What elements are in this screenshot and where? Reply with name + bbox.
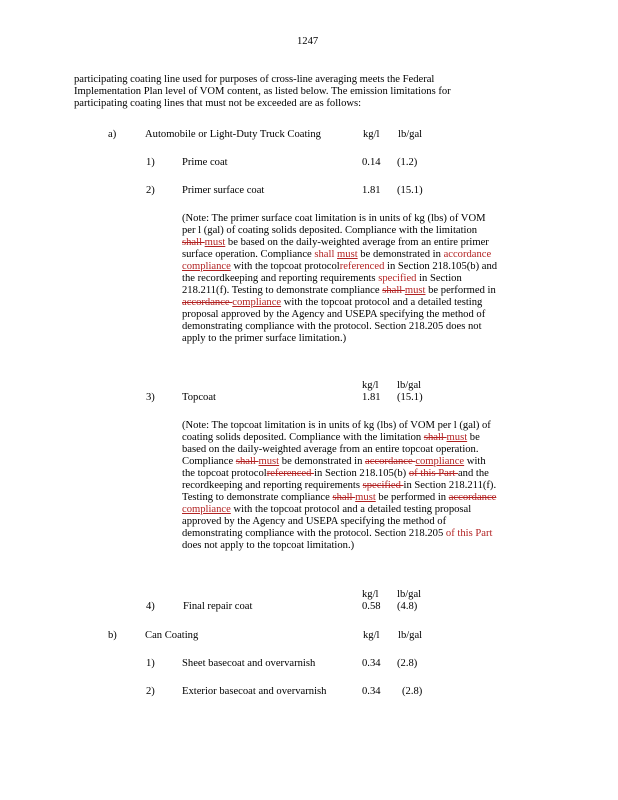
- item-b1-kg: 0.34: [362, 658, 381, 669]
- note2-line-2: [182, 432, 480, 444]
- intro-line-3: participating coating lines that must not be exceeded are as follows:: [74, 98, 362, 109]
- note2-line-3: based on the daily-weighted average from an entire topcoat operation.: [182, 444, 479, 455]
- text: be demonstrated in: [279, 456, 366, 467]
- item-a3-label: Topcoat: [182, 392, 216, 403]
- item-a2-num: 2): [146, 185, 155, 196]
- intro-line-2: Implementation Plan level of VOM content, as listed below. The emission limitations for: [74, 86, 451, 97]
- note1-line-1: (Note: The primer surface coat limitation is in units of kg (lbs) of VOM: [182, 213, 486, 224]
- text: Testing to demonstrate compliance: [182, 492, 333, 503]
- note2-line-11: does not apply to the topcoat limitation.): [182, 540, 355, 551]
- text: recordkeeping and reporting requirements: [182, 480, 363, 491]
- deleted-text: specified: [378, 273, 417, 284]
- item-b2-num: 2): [146, 686, 155, 697]
- note2-line-5: [182, 468, 489, 480]
- text: in Section 218.211(f).: [403, 480, 497, 491]
- note1-line-11: apply to the primer surface limitation.): [182, 333, 347, 344]
- note2-line-9: approved by the Agency and USEPA specifying the method of: [182, 516, 447, 527]
- text: with: [464, 456, 486, 467]
- item-a2-label: Primer surface coat: [182, 185, 265, 196]
- note1-line-10: demonstrating compliance with the protocol. Section 218.205 does not: [182, 321, 482, 332]
- item-a3-unit-lb: lb/gal: [397, 380, 422, 391]
- inserted-text: must: [204, 237, 226, 248]
- item-b2-label: Exterior basecoat and overvarnish: [182, 686, 327, 697]
- text: with the topcoat protocol and a detailed testing proposal: [230, 504, 472, 515]
- note2-line-4: [182, 456, 486, 468]
- section-a-unit-lb: lb/gal: [398, 129, 423, 140]
- deleted-text: shall: [235, 456, 259, 467]
- item-a1-num: 1): [146, 157, 155, 168]
- note1-line-2: per l (gal) of coating solids deposited. Compliance with the limitation: [182, 225, 478, 236]
- deleted-text: shall: [423, 432, 447, 443]
- item-a2-lb: (15.1): [397, 185, 423, 196]
- item-a3-num: 3): [146, 392, 155, 403]
- text: in Section 218.105(b) and: [384, 261, 498, 272]
- item-a3-unit-kg: kg/l: [362, 380, 379, 391]
- deleted-text: accordance: [448, 492, 497, 503]
- item-b2-kg: 0.34: [362, 686, 381, 697]
- text: and the: [457, 468, 489, 479]
- deleted-text: shall: [382, 285, 405, 296]
- deleted-text: accordance: [365, 456, 416, 467]
- deleted-text: shall: [182, 237, 205, 248]
- text: surface operation. Compliance: [182, 249, 315, 260]
- note1-line-7: [182, 285, 496, 297]
- deleted-text: shall: [314, 249, 338, 260]
- text: coating solids deposited. Compliance with the limitation: [182, 432, 424, 443]
- note2-line-1: (Note: The topcoat limitation is in units of kg (lbs) of VOM per l (gal) of: [182, 420, 491, 431]
- item-b1-label: Sheet basecoat and overvarnish: [182, 658, 316, 669]
- deleted-text: shall: [332, 492, 356, 503]
- intro-line-1: participating coating line used for purposes of cross-line averaging meets the Federal: [74, 74, 435, 85]
- item-a1-lb: (1.2): [397, 157, 418, 168]
- note1-line-9: proposal approved by the Agency and USEPA specifying the method of: [182, 309, 486, 320]
- item-a4-unit-kg: kg/l: [362, 589, 379, 600]
- note2-line-10: [182, 528, 492, 540]
- inserted-text: must: [355, 492, 376, 503]
- item-a4-unit-lb: lb/gal: [397, 589, 422, 600]
- inserted-text: compliance: [415, 456, 465, 467]
- text: in Section 218.105(b): [314, 468, 409, 479]
- section-a-letter: a): [108, 129, 117, 140]
- section-b-title: Can Coating: [145, 630, 199, 641]
- item-a2-kg: 1.81: [362, 185, 381, 196]
- deleted-text: specified: [362, 480, 404, 491]
- item-a4-kg: 0.58: [362, 601, 381, 612]
- inserted-text: must: [258, 456, 280, 467]
- text: with the topcoat protocol: [230, 261, 340, 272]
- text: be performed in: [425, 285, 496, 296]
- inserted-text: compliance: [182, 261, 231, 272]
- note1-line-4: [182, 249, 491, 261]
- text: demonstrating compliance with the protocol. Section 218.205: [182, 528, 446, 539]
- section-b-unit-kg: kg/l: [363, 630, 380, 641]
- item-a1-kg: 0.14: [362, 157, 381, 168]
- text: the recordkeeping and reporting requirements: [182, 273, 379, 284]
- deleted-text: referenced: [266, 468, 315, 479]
- note2-line-6: [182, 480, 496, 492]
- note2-line-7: [182, 492, 496, 504]
- text: be: [467, 432, 480, 443]
- text: with the topcoat protocol and a detailed testing: [281, 297, 483, 308]
- section-b-letter: b): [108, 630, 117, 641]
- text: in Section: [416, 273, 462, 284]
- item-a4-label: Final repair coat: [183, 601, 253, 612]
- deleted-text: of this Part: [408, 468, 458, 479]
- text: be based on the daily-weighted average from an entire primer: [225, 237, 489, 248]
- inserted-text: must: [404, 285, 426, 296]
- section-b-unit-lb: lb/gal: [398, 630, 423, 641]
- item-b2-lb: (2.8): [402, 686, 423, 697]
- item-a3-lb: (15.1): [397, 392, 423, 403]
- deleted-text: accordance: [443, 249, 492, 260]
- note2-line-8: [182, 504, 471, 516]
- page-number: 1247: [297, 36, 319, 47]
- note1-line-8: [182, 297, 482, 309]
- item-b1-num: 1): [146, 658, 155, 669]
- text: the topcoat protocol: [182, 468, 267, 479]
- inserted-text: compliance: [232, 297, 282, 308]
- deleted-text: accordance: [182, 297, 233, 308]
- text: be demonstrated in: [357, 249, 444, 260]
- deleted-text: referenced: [339, 261, 385, 272]
- item-a4-lb: (4.8): [397, 601, 418, 612]
- text: be performed in: [375, 492, 449, 503]
- item-a3-kg: 1.81: [362, 392, 381, 403]
- text: 218.211(f). Testing to demonstrate compliance: [182, 285, 383, 296]
- note1-line-5: [182, 261, 497, 273]
- inserted-text: must: [337, 249, 358, 260]
- item-a4-num: 4): [146, 601, 155, 612]
- section-a-unit-kg: kg/l: [363, 129, 380, 140]
- text: Compliance: [182, 456, 236, 467]
- section-a-title: Automobile or Light-Duty Truck Coating: [145, 129, 321, 140]
- inserted-text: of this Part: [445, 528, 493, 539]
- item-a1-label: Prime coat: [182, 157, 228, 168]
- inserted-text: must: [446, 432, 468, 443]
- inserted-text: compliance: [182, 504, 231, 515]
- note1-line-3: [182, 237, 489, 249]
- note1-line-6: [182, 273, 462, 285]
- item-b1-lb: (2.8): [397, 658, 418, 669]
